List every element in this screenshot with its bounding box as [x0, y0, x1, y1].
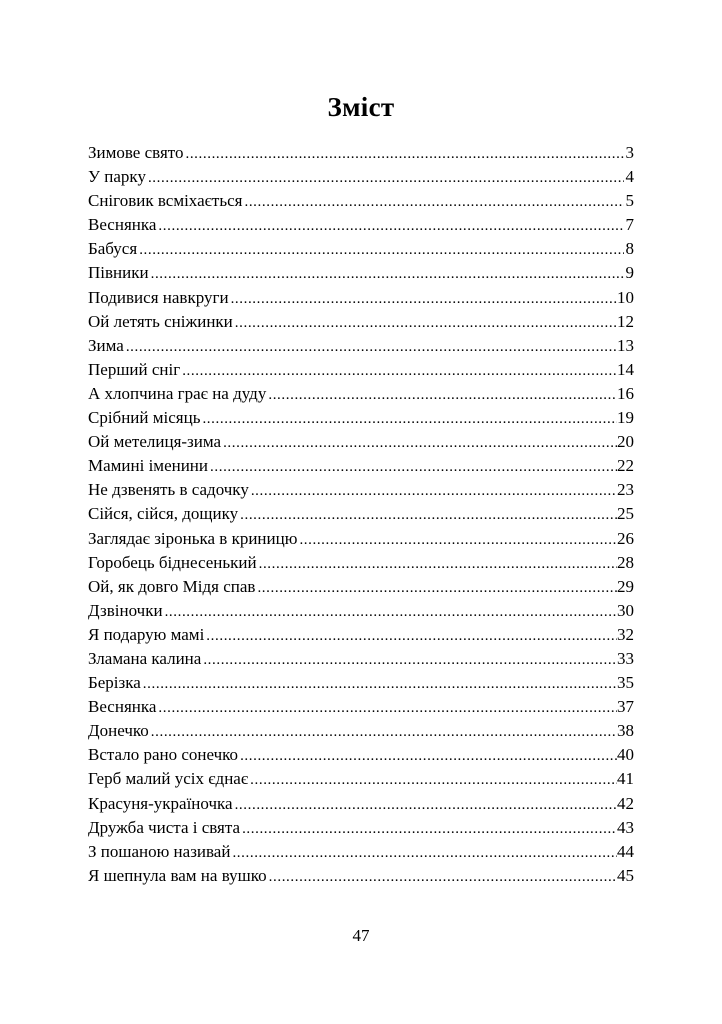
- toc-entry-page: 13: [617, 335, 634, 355]
- toc-dot-leader: [143, 672, 617, 695]
- toc-entry-title: Встало рано сонечко: [88, 745, 239, 765]
- toc-entry-title: Дружба чиста і свята: [88, 817, 241, 837]
- toc-entry-page: 44: [617, 841, 634, 861]
- toc-entry-page: 19: [617, 408, 634, 428]
- toc-entry: [88, 478, 634, 502]
- toc-entry: [88, 767, 634, 791]
- toc-entry-title: Дзвіночки: [88, 600, 163, 620]
- toc-entry-title: Сніговик всміхається: [88, 191, 243, 211]
- toc-entry-title: Я шепнула вам на вушко: [88, 865, 267, 885]
- toc-entry: [88, 334, 634, 358]
- toc-entry: [88, 719, 634, 743]
- toc-dot-leader: [206, 624, 617, 647]
- toc-entry-title: Півники: [88, 263, 149, 283]
- toc-entry-page: 45: [617, 865, 634, 885]
- toc-entry-title: У парку: [88, 167, 146, 187]
- toc-dot-leader: [223, 431, 617, 454]
- toc-entry: [88, 551, 634, 575]
- toc-entry-page: 8: [625, 239, 634, 259]
- toc-entry-page: 40: [617, 745, 634, 765]
- toc-dot-leader: [250, 768, 617, 791]
- toc-entry-page: 12: [617, 311, 634, 331]
- toc-dot-leader: [151, 262, 624, 285]
- toc-entry-title: Ой летять сніжинки: [88, 311, 233, 331]
- toc-entry: [88, 671, 634, 695]
- toc-dot-leader: [257, 576, 617, 599]
- toc-entry-page: 23: [617, 480, 634, 500]
- toc-entry-title: Веснянка: [88, 215, 157, 235]
- toc-entry: [88, 406, 634, 430]
- toc-entry-title: З пошаною називай: [88, 841, 231, 861]
- toc-dot-leader: [202, 407, 617, 430]
- toc-entry: [88, 502, 634, 526]
- toc-entry: [88, 382, 634, 406]
- toc-entry-page: 25: [617, 504, 634, 524]
- toc-entry-page: 9: [625, 263, 634, 283]
- toc-entry: [88, 840, 634, 864]
- page-number: 47: [352, 926, 370, 945]
- toc-entry-title: Веснянка: [88, 697, 157, 717]
- toc-entry-page: 5: [625, 191, 634, 211]
- toc-entry: [88, 864, 634, 888]
- toc-entry-page: 28: [617, 552, 634, 572]
- toc-entry-page: 38: [617, 721, 634, 741]
- toc-entry-page: 30: [617, 600, 634, 620]
- toc-entry: [88, 647, 634, 671]
- page-title: Зміст: [327, 92, 395, 122]
- toc-entry-page: 16: [617, 383, 634, 403]
- table-of-contents: [88, 141, 634, 888]
- toc-entry-page: 37: [617, 697, 634, 717]
- toc-dot-leader: [268, 383, 617, 406]
- toc-entry: [88, 286, 634, 310]
- toc-entry-title: Донечко: [88, 721, 149, 741]
- toc-dot-leader: [299, 528, 617, 551]
- toc-dot-leader: [235, 311, 617, 334]
- toc-entry-title: Зламана калина: [88, 648, 202, 668]
- toc-dot-leader: [151, 720, 617, 743]
- toc-entry: [88, 454, 634, 478]
- toc-entry-title: Красуня-україночка: [88, 793, 233, 813]
- toc-entry: [88, 743, 634, 767]
- toc-entry-title: Не дзвенять в садочку: [88, 480, 249, 500]
- toc-dot-leader: [269, 865, 617, 888]
- toc-dot-leader: [158, 696, 617, 719]
- toc-entry: [88, 165, 634, 189]
- toc-entry: [88, 189, 634, 213]
- toc-entry-page: 22: [617, 456, 634, 476]
- toc-entry: [88, 261, 634, 285]
- toc-entry-page: 14: [617, 359, 634, 379]
- toc-dot-leader: [210, 455, 617, 478]
- toc-entry-page: 26: [617, 528, 634, 548]
- toc-dot-leader: [240, 503, 617, 526]
- toc-entry-page: 32: [617, 624, 634, 644]
- toc-entry: [88, 575, 634, 599]
- toc-dot-leader: [148, 166, 624, 189]
- toc-entry: [88, 237, 634, 261]
- toc-entry-title: Зимове свято: [88, 143, 184, 162]
- toc-entry: [88, 527, 634, 551]
- toc-dot-leader: [203, 648, 617, 671]
- toc-entry: [88, 599, 634, 623]
- toc-dot-leader: [232, 841, 617, 864]
- toc-dot-leader: [251, 479, 617, 502]
- toc-dot-leader: [235, 793, 617, 816]
- toc-entry-title: Я подарую мамі: [88, 624, 205, 644]
- toc-entry: [88, 141, 634, 165]
- toc-entry-title: Перший сніг: [88, 359, 181, 379]
- toc-entry-title: Мамині іменини: [88, 456, 209, 476]
- toc-entry-page: 35: [617, 673, 634, 693]
- toc-entry: [88, 695, 634, 719]
- toc-entry-page: 29: [617, 576, 634, 596]
- toc-dot-leader: [182, 359, 617, 382]
- toc-entry-title: Сійся, сійся, дощику: [88, 504, 239, 524]
- toc-entry-page: 42: [617, 793, 634, 813]
- toc-entry-title: Срібний місяць: [88, 408, 201, 428]
- toc-entry: [88, 816, 634, 840]
- toc-dot-leader: [165, 600, 617, 623]
- toc-entry-page: 4: [625, 167, 634, 187]
- toc-entry: [88, 310, 634, 334]
- toc-entry-title: Заглядає зіронька в криницю: [88, 528, 298, 548]
- toc-entry: [88, 792, 634, 816]
- toc-dot-leader: [242, 817, 617, 840]
- toc-entry-title: Бабуся: [88, 239, 138, 259]
- toc-entry: [88, 430, 634, 454]
- toc-entry-title: А хлопчина грає на дуду: [88, 383, 267, 403]
- toc-entry: [88, 213, 634, 237]
- toc-dot-leader: [259, 552, 617, 575]
- toc-dot-leader: [231, 287, 617, 310]
- toc-dot-leader: [126, 335, 617, 358]
- toc-entry-page: 41: [617, 769, 634, 789]
- toc-entry-title: Ой, як довго Мідя спав: [88, 576, 256, 596]
- toc-entry-page: 3: [625, 143, 634, 162]
- toc-entry-title: Зима: [88, 335, 124, 355]
- toc-dot-leader: [240, 744, 617, 767]
- toc-dot-leader: [185, 142, 624, 165]
- toc-dot-leader: [244, 190, 624, 213]
- toc-entry-title: Горобець біднесенький: [88, 552, 257, 572]
- toc-entry: [88, 623, 634, 647]
- toc-entry-title: Подивися навкруги: [88, 287, 229, 307]
- toc-entry-page: 20: [617, 432, 634, 452]
- toc-entry-page: 10: [617, 287, 634, 307]
- toc-entry-page: 7: [625, 215, 634, 235]
- toc-entry-page: 33: [617, 648, 634, 668]
- toc-entry-title: Ой метелиця-зима: [88, 432, 222, 452]
- toc-entry-title: Берізка: [88, 673, 141, 693]
- toc-entry: [88, 358, 634, 382]
- toc-dot-leader: [158, 214, 624, 237]
- toc-dot-leader: [139, 238, 624, 261]
- toc-entry-page: 43: [617, 817, 634, 837]
- toc-entry-title: Герб малий усіх єднає: [88, 769, 249, 789]
